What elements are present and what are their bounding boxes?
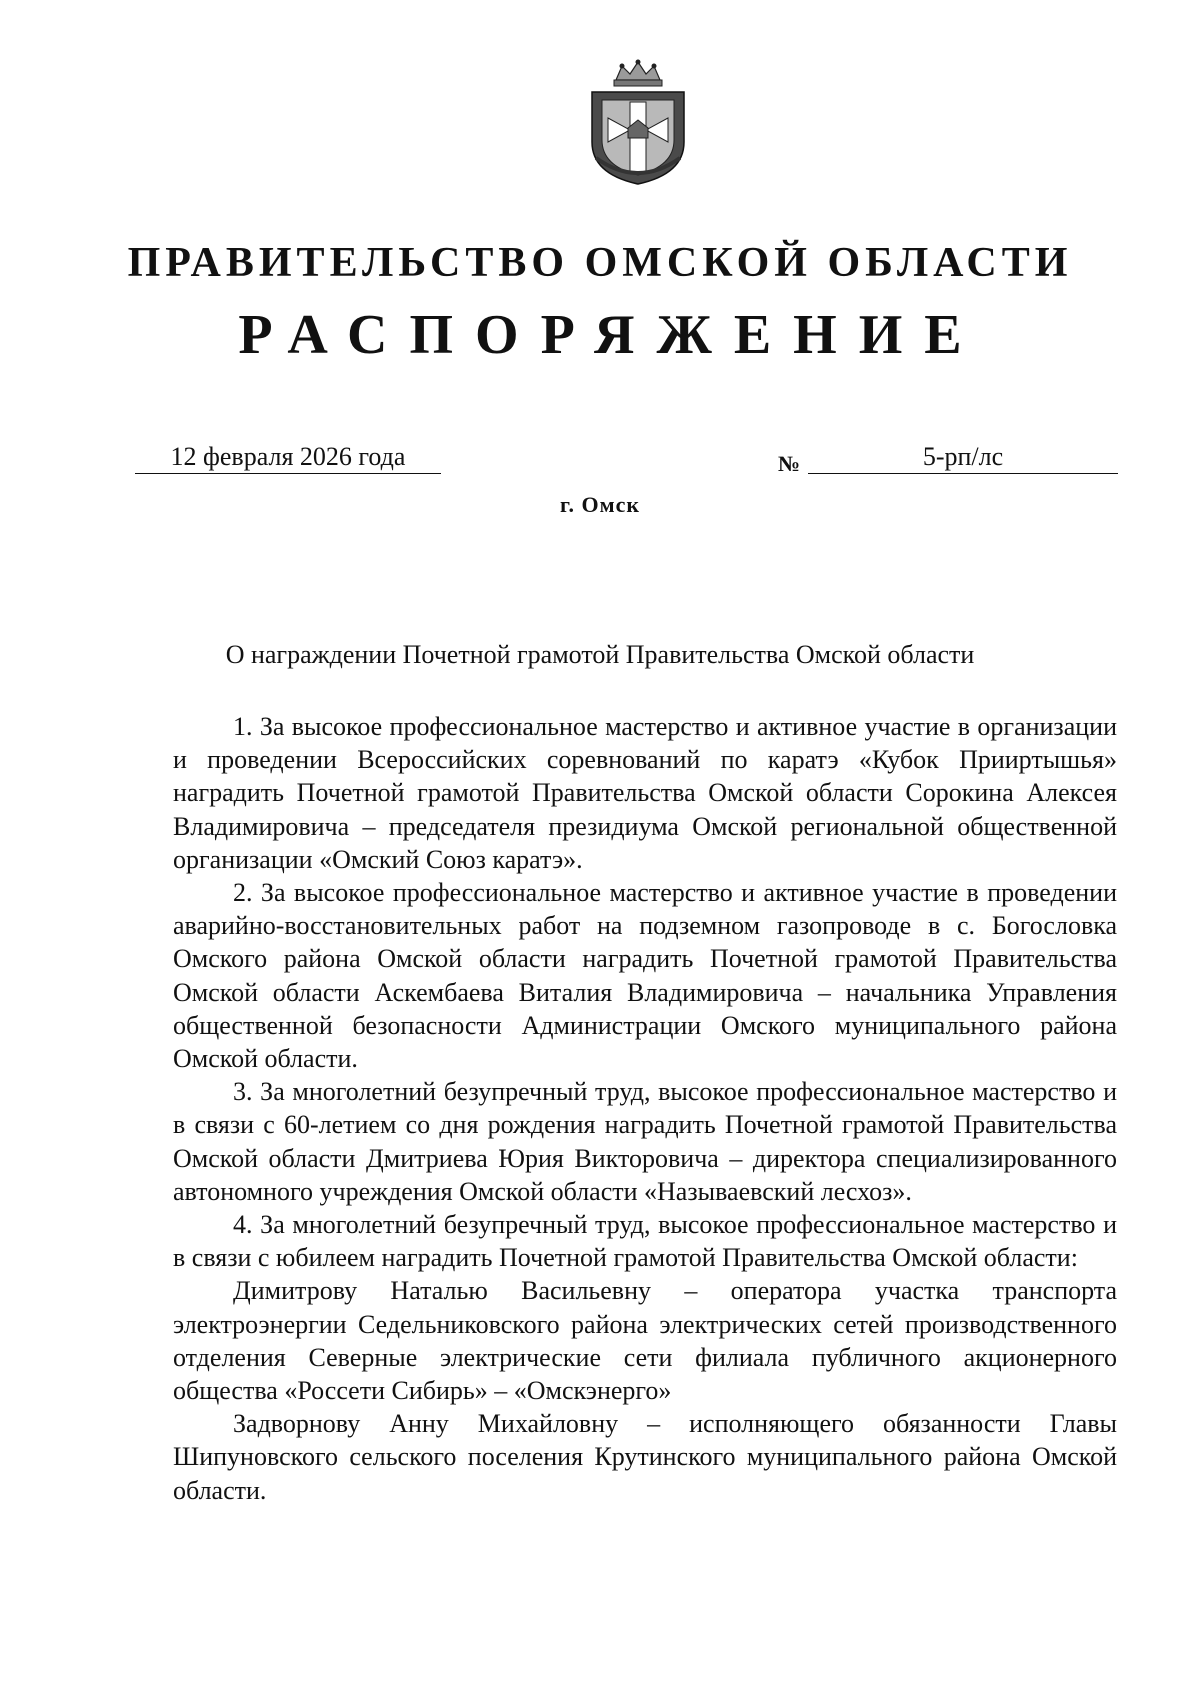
document-subject: О награждении Почетной грамотой Правительства Омской области — [225, 640, 975, 669]
document-body — [173, 710, 1117, 1507]
paragraph-2: 2. За высокое профессиональное мастерство и активное участие в проведении аварийно-восстановительных работ на подземном газопроводе в с. Богословка Омского района Омской области наградить Почетной грамотой Правительства Омской области Аскембаева Виталия Владимировича – начальника Управления общественной безопасности Администрации Омского муниципального района Омской области. — [173, 878, 1117, 1074]
paragraph-1: 1. За высокое профессиональное мастерство и активное участие в организации и проведении Всероссийских соревнований по каратэ «Кубок Прииртышья» наградить Почетной грамотой Правительства Омской области Сорокина Алексея Владимировича – председателя президиума Омской региональной общественной организации «Омский Союз каратэ». — [173, 712, 1117, 874]
document-type-heading: РАСПОРЯЖЕНИЕ — [238, 304, 984, 366]
organization-title: ПРАВИТЕЛЬСТВО ОМСКОЙ ОБЛАСТИ — [127, 240, 1073, 286]
award-recipient-1: Димитрову Наталью Васильевну – оператора участка транспорта электроэнергии Седельниковского района электрических сетей производственного отделения Северные электрические сети филиала публичного акционерного общества «Россети Сибирь» – «Омскэнерго» — [173, 1276, 1117, 1406]
document-date: 12 февраля 2026 года — [135, 441, 441, 474]
paragraph-4: 4. За многолетний безупречный труд, высокое профессиональное мастерство и в связи с юбилеем наградить Почетной грамотой Правительства Омской области: — [173, 1210, 1117, 1273]
paragraph-3: 3. За многолетний безупречный труд, высокое профессиональное мастерство и в связи с 60-летием со дня рождения наградить Почетной грамотой Правительства Омской области Дмитриева Юрия Викторовича – директора специализированного автономного учреждения Омской области «Называевский лесхоз». — [173, 1077, 1117, 1206]
award-recipient-2: Задворнову Анну Михайловну – исполняющего обязанности Главы Шипуновского сельского поселения Крутинского муниципального района Омской области. — [173, 1409, 1117, 1505]
coat-of-arms-emblem — [578, 58, 698, 188]
document-number: 5-рп/лс — [808, 441, 1118, 474]
city-of-issue: г. Омск — [559, 492, 641, 517]
number-sign: № — [778, 451, 801, 476]
